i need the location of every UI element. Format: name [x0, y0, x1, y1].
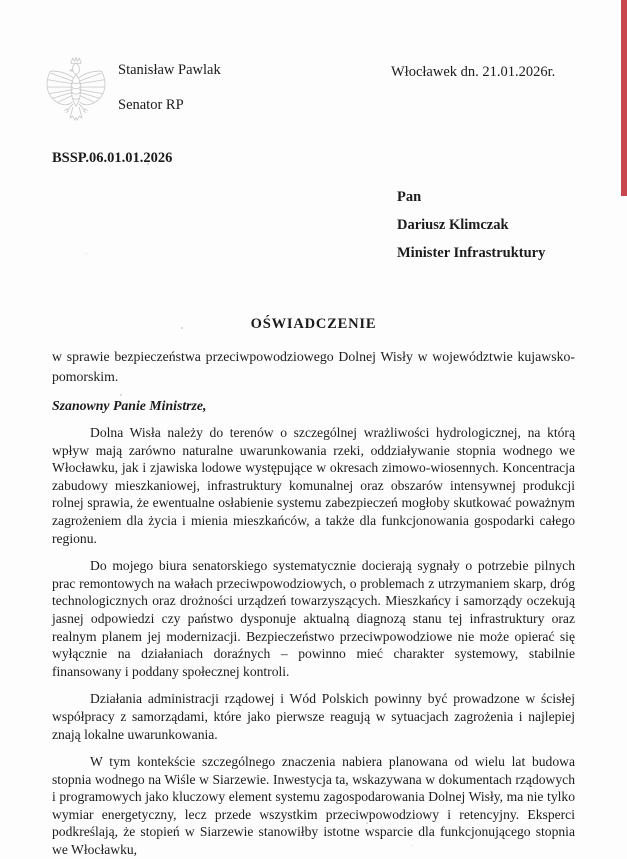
sender-name: Stanisław Pawlak — [118, 62, 221, 78]
paragraph-3: Działania administracji rządowej i Wód Polskich powinny być prowadzone w ścisłej współpracy z samorządami, które jako pierwsze reagują w sytuacjach zagrożenia i najlepiej znają lokalne uwarunkowania. — [52, 691, 575, 742]
statement-heading: OŚWIADCZENIE — [250, 316, 377, 332]
red-accent-bar — [621, 0, 627, 196]
letter-body — [52, 316, 575, 859]
recipient-salutation: Pan — [397, 189, 422, 205]
paragraph-4: W tym kontekście szczególnego znaczenia nabiera planowana od wielu lat budowa stopnia wodnego na Wiśle w Siarzewie. Inwestycja ta, wskazywana w dokumentach rządowych i programowych jako kluczowy element systemu zagospodarowania Dolnej Wisły, ma nie tylko wymiar energetyczny, lecz przede wszystkim przeciwpowodziowy i retencyjny. Eksperci podkreślają, że stopień w Siarzewie stanowiłby istotne wsparcie dla funkcjonującego stopnia we Włocławku, — [52, 754, 575, 858]
recipient-block — [397, 183, 545, 267]
polish-eagle-icon — [43, 55, 109, 133]
recipient-name: Dariusz Klimczak — [397, 217, 509, 233]
statement-subject: w sprawie bezpieczeństwa przeciwpowodziowego Dolnej Wisły w województwie kujawsko-pomorskim. — [52, 349, 575, 384]
paragraph-1: Dolna Wisła należy do terenów o szczególnej wrażliwości hydrologicznej, na którą wpływ mają zarówno naturalne uwarunkowania rzeki, oddziaływanie stopnia wodnego we Włocławku, jak i zjawiska lodowe występujące w okresach zimowo-wiosennych. Koncentracja zabudowy mieszkaniowej, infrastruktury komunalnej oraz obszarów intensywnej produkcji rolnej sprawia, że ewentualne osłabienie systemu zabezpieczeń mogłoby skutkować poważnym zagrożeniem dla życia i mienia mieszkańców, a także dla funkcjonowania gospodarki całego regionu. — [52, 425, 575, 546]
greeting-line: Szanowny Panie Ministrze, — [52, 398, 207, 413]
paragraph-2: Do mojego biura senatorskiego systematycznie docierają sygnały o potrzebie pilnych prac remontowych na wałach przeciwpowodziowych, o problemach z utrzymaniem skarp, dróg technologicznych oraz drożności urządzeń towarzyszących. Mieszkańcy i samorządy oczekują jasnej odpowiedzi czy państwo dysponuje aktualną diagnozą stanu tej infrastruktury oraz realnym planem jej modernizacji. Bezpieczeństwo przeciwpowodziowe nie może opierać się wyłącznie na działaniach doraźnych – powinno mieć charakter systemowy, stabilnie finansowany i poddany społecznej kontroli. — [52, 558, 575, 679]
sender-title: Senator RP — [118, 97, 184, 113]
reference-number: BSSP.06.01.01.2026 — [52, 150, 173, 166]
recipient-position: Minister Infrastruktury — [397, 245, 546, 261]
place-and-date: Włocławek dn. 21.01.2026r. — [391, 64, 556, 80]
